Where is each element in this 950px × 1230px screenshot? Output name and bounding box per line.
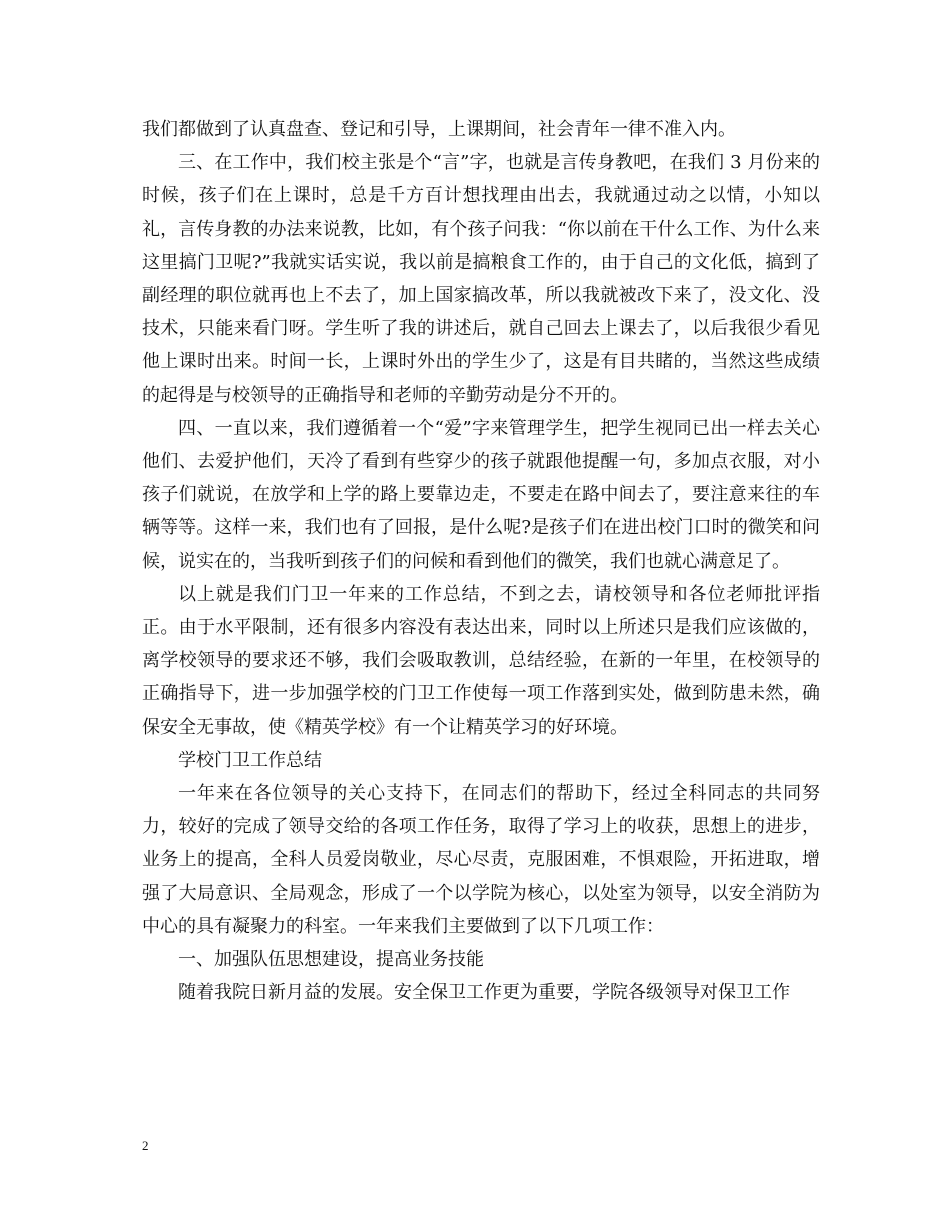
- document-body: [142, 113, 820, 1009]
- paragraph-2: 三、在工作中，我们校主张是个“言”字，也就是言传身教吧，在我们 3 月份来的时候，孩子们在上课时，总是千方百计想找理由出去，我就通过动之以情，小知以礼，言传身教的办法来说教，比如，有个孩子问我：“你以前在干什么工作、为什么来这里搞门卫呢?”我就实话实说，我以前是搞粮食工作的，由于自己的文化低，搞到了副经理的职位就再也上不去了，加上国家搞改革，所以我就被改下来了，没文化、没技术，只能来看门呀。学生听了我的讲述后，就自己回去上课去了，以后我很少看见他上课时出来。时间一长，上课时外出的学生少了，这是有目共睹的，当然这些成绩的起得是与校领导的正确指导和老师的辛勤劳动是分不开的。: [142, 152, 820, 406]
- paragraph-3: 四、一直以来，我们遵循着一个“爱”字来管理学生，把学生视同已出一样去关心他们、去爱护他们，天冷了看到有些穿少的孩子就跟他提醒一句，多加点衣服，对小孩子们就说，在放学和上学的路上要靠边走，不要走在路中间去了，要注意来往的车辆等等。这样一来，我们也有了回报，是什么呢?是孩子们在进出校门口时的微笑和问候，说实在的，当我听到孩子们的问候和看到他们的微笑，我们也就心满意足了。: [142, 417, 820, 572]
- section-heading: 学校门卫工作总结: [178, 749, 322, 771]
- paragraph-6: 随着我院日新月益的发展。安全保卫工作更为重要，学院各级领导对保卫工作: [178, 982, 790, 1004]
- subheading-1: 一、加强队伍思想建设，提高业务技能: [178, 949, 484, 971]
- paragraph-1: 我们都做到了认真盘查、登记和引导，上课期间，社会青年一律不准入内。: [142, 119, 736, 140]
- page-number: 2: [142, 1138, 149, 1153]
- paragraph-5: 一年来在各位领导的关心支持下，在同志们的帮助下，经过全科同志的共同努力，较好的完成了领导交给的各项工作任务，取得了学习上的收获，思想上的进步，业务上的提高，全科人员爱岗敬业，尽心尽责，克服困难，不惧艰险，开拓进取，增强了大局意识、全局观念，形成了一个以学院为核心，以处室为领导，以安全消防为中心的具有凝聚力的科室。一年来我们主要做到了以下几项工作：: [142, 783, 820, 937]
- paragraph-4: 以上就是我们门卫一年来的工作总结，不到之去，请校领导和各位老师批评指正。由于水平限制，还有很多内容没有表达出来，同时以上所述只是我们应该做的，离学校领导的要求还不够，我们会吸取教训，总结经验，在新的一年里，在校领导的正确指导下，进一步加强学校的门卫工作使每一项工作落到实处，做到防患未然，确保安全无事故，使《精英学校》有一个让精英学习的好环境。: [142, 583, 820, 738]
